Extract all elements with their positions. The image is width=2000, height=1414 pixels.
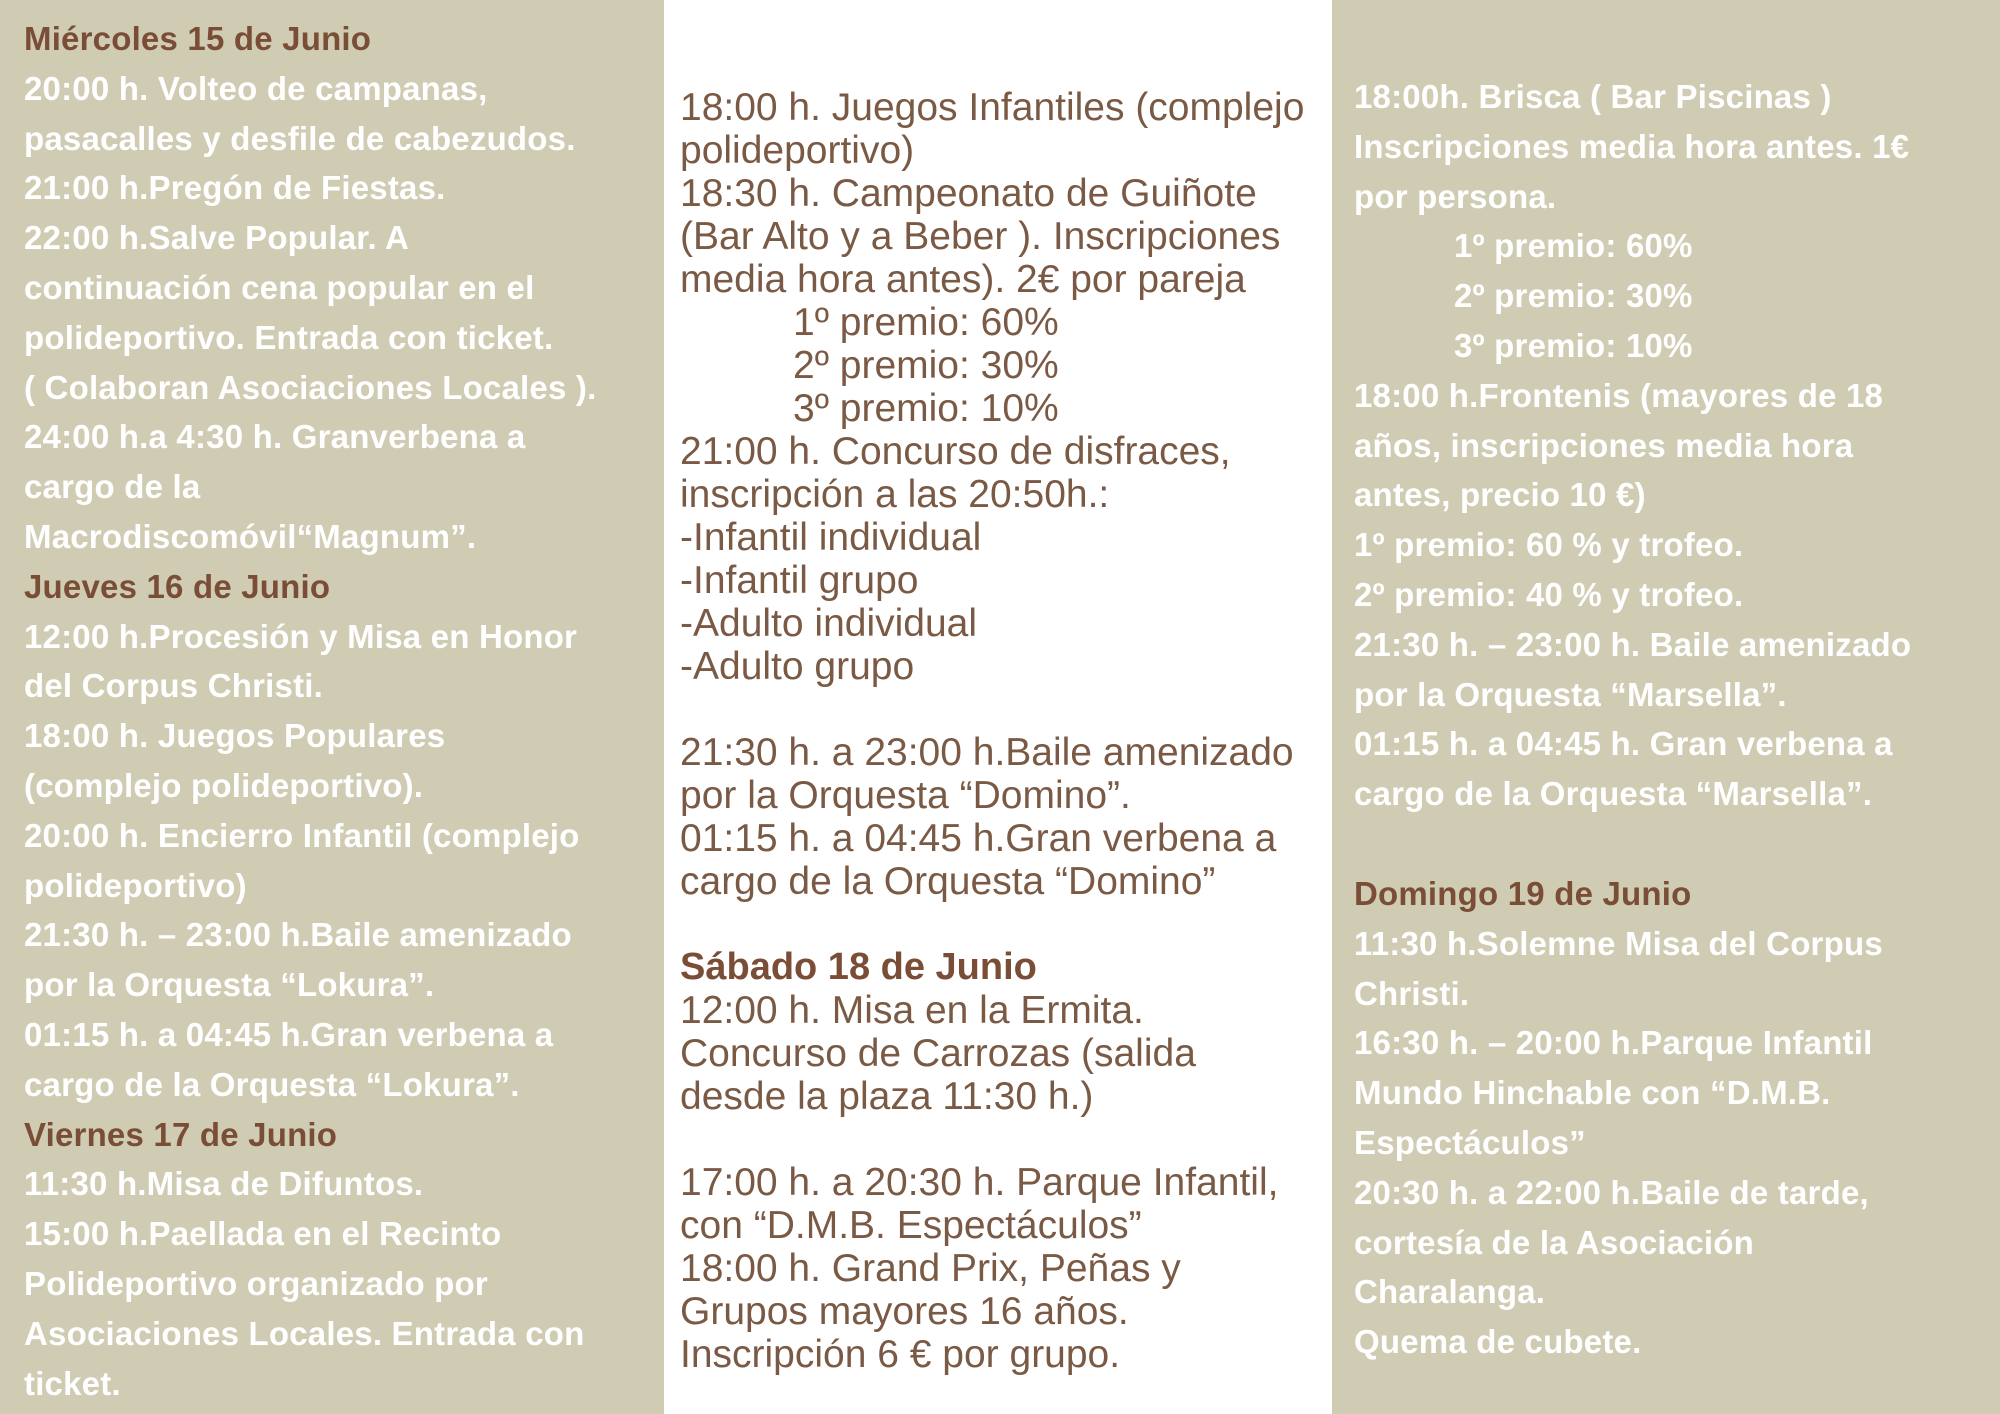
middle-column xyxy=(664,0,1332,1414)
schedule-line: cargo de la Orquesta “Lokura”. xyxy=(24,1065,520,1103)
schedule-line: 01:15 h. a 04:45 h.Gran verbena a xyxy=(680,817,1277,860)
schedule-line: 12:00 h.Procesión y Misa en Honor xyxy=(24,617,578,655)
schedule-line: 1º premio: 60% xyxy=(793,301,1059,344)
schedule-line: con “D.M.B. Espectáculos” xyxy=(680,1204,1142,1247)
schedule-line: cargo de la Orquesta “Domino” xyxy=(680,860,1216,903)
schedule-line: Inscripción 6 € por grupo. xyxy=(680,1333,1121,1376)
schedule-line: 21:00 h. Concurso de disfraces, xyxy=(680,430,1231,473)
right-column xyxy=(1332,0,2000,1414)
schedule-line: polideportivo) xyxy=(680,129,915,172)
schedule-line: por persona. xyxy=(1354,177,1557,215)
schedule-line: por la Orquesta “Marsella”. xyxy=(1354,675,1787,713)
schedule-line: 3º premio: 10% xyxy=(793,387,1059,430)
day-heading: Domingo 19 de Junio xyxy=(1354,874,1692,912)
day-heading: Miércoles 15 de Junio xyxy=(24,20,372,57)
schedule-line: cargo de la Orquesta “Marsella”. xyxy=(1354,775,1873,813)
schedule-line: 18:00 h. Grand Prix, Peñas y xyxy=(680,1247,1181,1290)
schedule-line: 16:30 h. – 20:00 h.Parque Infantil xyxy=(1354,1024,1873,1062)
spacer xyxy=(1354,819,2000,869)
schedule-line: 18:00 h. Juegos Populares xyxy=(24,717,446,755)
schedule-line: 01:15 h. a 04:45 h.Gran verbena a xyxy=(24,1015,554,1053)
schedule-line: 1º premio: 60% xyxy=(1454,227,1693,265)
schedule-line: 20:00 h. Volteo de campanas, xyxy=(24,69,488,107)
schedule-line: cargo de la xyxy=(24,468,201,506)
schedule-line: 21:00 h.Pregón de Fiestas. xyxy=(24,169,446,207)
schedule-line: 24:00 h.a 4:30 h. Granverbena a xyxy=(24,418,526,456)
schedule-line: (Bar Alto y a Beber ). Inscripciones xyxy=(680,215,1281,258)
schedule-line: Concurso de Carrozas (salida xyxy=(680,1032,1196,1075)
schedule-line: -Infantil grupo xyxy=(680,559,919,602)
schedule-line: Asociaciones Locales. Entrada con xyxy=(24,1314,585,1352)
schedule-line: 18:00 h. Juegos Infantiles (complejo xyxy=(680,86,1305,129)
schedule-line: Espectáculos” xyxy=(1354,1123,1586,1161)
schedule-line: del Corpus Christi. xyxy=(24,667,323,705)
schedule-line: 2º premio: 30% xyxy=(793,344,1059,387)
schedule-line: Christi. xyxy=(1354,974,1470,1012)
schedule-line: 12:00 h. Misa en la Ermita. xyxy=(680,989,1144,1032)
spacer xyxy=(680,688,1332,731)
schedule-line: Inscripciones media hora antes. 1€ xyxy=(1354,127,1910,165)
schedule-line: -Adulto grupo xyxy=(680,645,915,688)
schedule-line: 18:30 h. Campeonato de Guiñote xyxy=(680,172,1257,215)
schedule-line: 21:30 h. – 23:00 h. Baile amenizado xyxy=(1354,625,1912,663)
schedule-line: 11:30 h.Misa de Difuntos. xyxy=(24,1165,424,1203)
schedule-line: antes, precio 10 €) xyxy=(1354,476,1646,514)
schedule-line: 11:30 h.Solemne Misa del Corpus xyxy=(1354,924,1883,962)
schedule-line: 20:30 h. a 22:00 h.Baile de tarde, xyxy=(1354,1173,1869,1211)
schedule-line: Polideportivo organizado por xyxy=(24,1264,488,1302)
schedule-line: 21:30 h. – 23:00 h.Baile amenizado xyxy=(24,916,572,954)
schedule-line: Mundo Hinchable con “D.M.B. xyxy=(1354,1074,1831,1112)
schedule-line: 18:00 h.Frontenis (mayores de 18 xyxy=(1354,376,1884,414)
schedule-line: pasacalles y desfile de cabezudos. xyxy=(24,119,576,157)
schedule-line: años, inscripciones media hora xyxy=(1354,426,1854,464)
schedule-line: 20:00 h. Encierro Infantil (complejo xyxy=(24,816,580,854)
schedule-line: continuación cena popular en el xyxy=(24,268,535,306)
schedule-line: -Infantil individual xyxy=(680,516,982,559)
day-heading: Viernes 17 de Junio xyxy=(24,1115,338,1153)
day-heading: Sábado 18 de Junio xyxy=(680,946,1037,988)
schedule-line: 22:00 h.Salve Popular. A xyxy=(24,219,410,257)
schedule-line: ( Colaboran Asociaciones Locales ). xyxy=(24,368,597,406)
schedule-line: (complejo polideportivo). xyxy=(24,766,424,804)
spacer xyxy=(680,1118,1332,1161)
schedule-line: ticket. xyxy=(24,1364,121,1402)
schedule-line: 01:15 h. a 04:45 h. Gran verbena a xyxy=(1354,725,1893,763)
schedule-line: Quema de cubete. xyxy=(1354,1323,1642,1361)
schedule-line: 1º premio: 60 % y trofeo. xyxy=(1354,526,1744,564)
schedule-line: 2º premio: 30% xyxy=(1454,277,1693,315)
schedule-line: media hora antes). 2€ por pareja xyxy=(680,258,1246,301)
schedule-line: 2º premio: 40 % y trofeo. xyxy=(1354,575,1744,613)
spacer xyxy=(680,903,1332,946)
schedule-line: 3º premio: 10% xyxy=(1454,326,1693,364)
schedule-line: por la Orquesta “Domino”. xyxy=(680,774,1131,817)
schedule-line: desde la plaza 11:30 h.) xyxy=(680,1075,1094,1118)
schedule-line: -Adulto individual xyxy=(680,602,978,645)
schedule-line: polideportivo. Entrada con ticket. xyxy=(24,318,554,356)
schedule-line: Macrodiscomóvil“Magnum”. xyxy=(24,517,477,555)
schedule-line: 15:00 h.Paellada en el Recinto xyxy=(24,1215,502,1253)
schedule-line: por la Orquesta “Lokura”. xyxy=(24,966,435,1004)
left-column xyxy=(0,0,664,1414)
schedule-line: 18:00h. Brisca ( Bar Piscinas ) xyxy=(1354,78,1832,115)
schedule-line: Charalanga. xyxy=(1354,1273,1546,1311)
schedule-line: 21:30 h. a 23:00 h.Baile amenizado xyxy=(680,731,1294,774)
schedule-line: Grupos mayores 16 años. xyxy=(680,1290,1129,1333)
schedule-line: polideportivo) xyxy=(24,866,247,904)
schedule-line: cortesía de la Asociación xyxy=(1354,1223,1754,1261)
schedule-line: inscripción a las 20:50h.: xyxy=(680,473,1110,516)
schedule-line: 17:00 h. a 20:30 h. Parque Infantil, xyxy=(680,1161,1279,1204)
day-heading: Jueves 16 de Junio xyxy=(24,567,331,605)
